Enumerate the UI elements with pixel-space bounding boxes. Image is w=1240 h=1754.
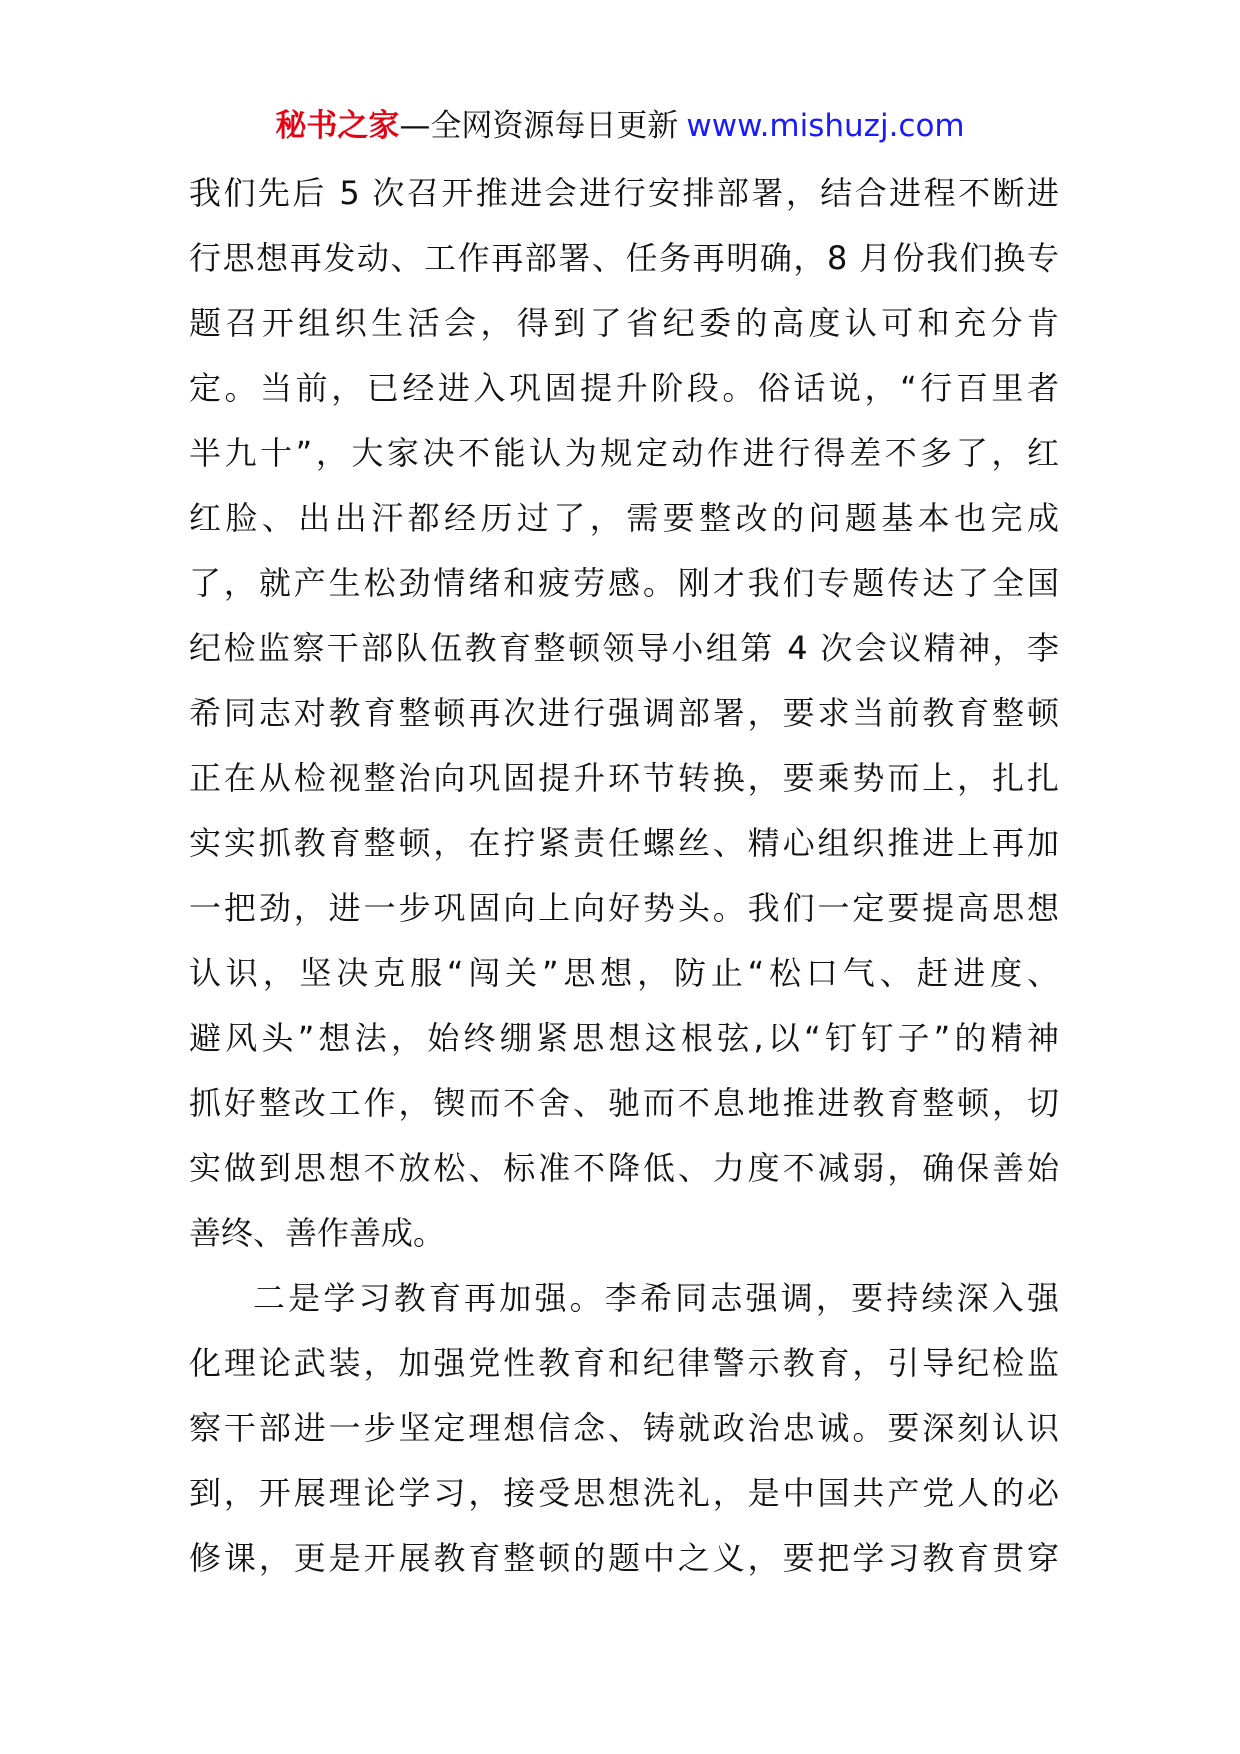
paragraph-2-line: 二是学习教育再加强。李希同志强调，要持续深入强 xyxy=(253,1279,1059,1317)
paragraph-1-line: 半九十”，大家决不能认为规定动作进行得差不多了，红 xyxy=(189,434,1059,472)
brand-name: 秘书之家 xyxy=(275,108,400,144)
paragraph-1-line: 定。当前，已经进入巩固提升阶段。俗话说，“行百里者 xyxy=(189,369,1059,407)
paragraph-1-line: 我们先后 5 次召开推进会进行安排部署，结合进程不断进 xyxy=(189,174,1059,212)
page-header xyxy=(0,104,1240,148)
paragraph-1-line: 认识，坚决克服“闯关”思想，防止“松口气、赶进度、 xyxy=(189,954,1059,992)
paragraph-2-line: 到，开展理论学习，接受思想洗礼，是中国共产党人的必 xyxy=(189,1474,1059,1512)
paragraph-1-line: 了，就产生松劲情绪和疲劳感。刚才我们专题传达了全国 xyxy=(189,564,1059,602)
document-body xyxy=(189,161,1059,1591)
paragraph-2-line: 修课，更是开展教育整顿的题中之义，要把学习教育贯穿 xyxy=(189,1539,1059,1577)
paragraph-2-line: 察干部进一步坚定理想信念、铸就政治忠诚。要深刻认识 xyxy=(189,1409,1059,1447)
paragraph-1-line: 纪检监察干部队伍教育整顿领导小组第 4 次会议精神，李 xyxy=(189,629,1059,667)
paragraph-2-line: 化理论武装，加强党性教育和纪律警示教育，引导纪检监 xyxy=(189,1344,1059,1382)
paragraph-1-line: 实实抓教育整顿，在拧紧责任螺丝、精心组织推进上再加 xyxy=(189,824,1059,862)
paragraph-1-line: 红脸、出出汗都经历过了，需要整改的问题基本也完成 xyxy=(189,499,1059,537)
paragraph-1-line: 一把劲，进一步巩固向上向好势头。我们一定要提高思想 xyxy=(189,889,1059,927)
paragraph-1-line: 避风头”想法，始终绷紧思想这根弦,以“钉钉子”的精神 xyxy=(189,1019,1059,1057)
website-link[interactable]: www.mishuzj.com xyxy=(686,108,965,144)
paragraph-1-line: 行思想再发动、工作再部署、任务再明确，8 月份我们换专 xyxy=(189,239,1059,277)
paragraph-1-line: 抓好整改工作，锲而不舍、驰而不息地推进教育整顿，切 xyxy=(189,1084,1059,1122)
paragraph-1-line: 正在从检视整治向巩固提升环节转换，要乘势而上，扎扎 xyxy=(189,759,1059,797)
header-slogan: —全网资源每日更新 xyxy=(399,108,679,144)
paragraph-1-line: 善终、善作善成。 xyxy=(189,1214,446,1252)
paragraph-1-line: 希同志对教育整顿再次进行强调部署，要求当前教育整顿 xyxy=(189,694,1059,732)
paragraph-1-line: 实做到思想不放松、标准不降低、力度不减弱，确保善始 xyxy=(189,1149,1059,1187)
paragraph-1-line: 题召开组织生活会，得到了省纪委的高度认可和充分肯 xyxy=(189,304,1059,342)
